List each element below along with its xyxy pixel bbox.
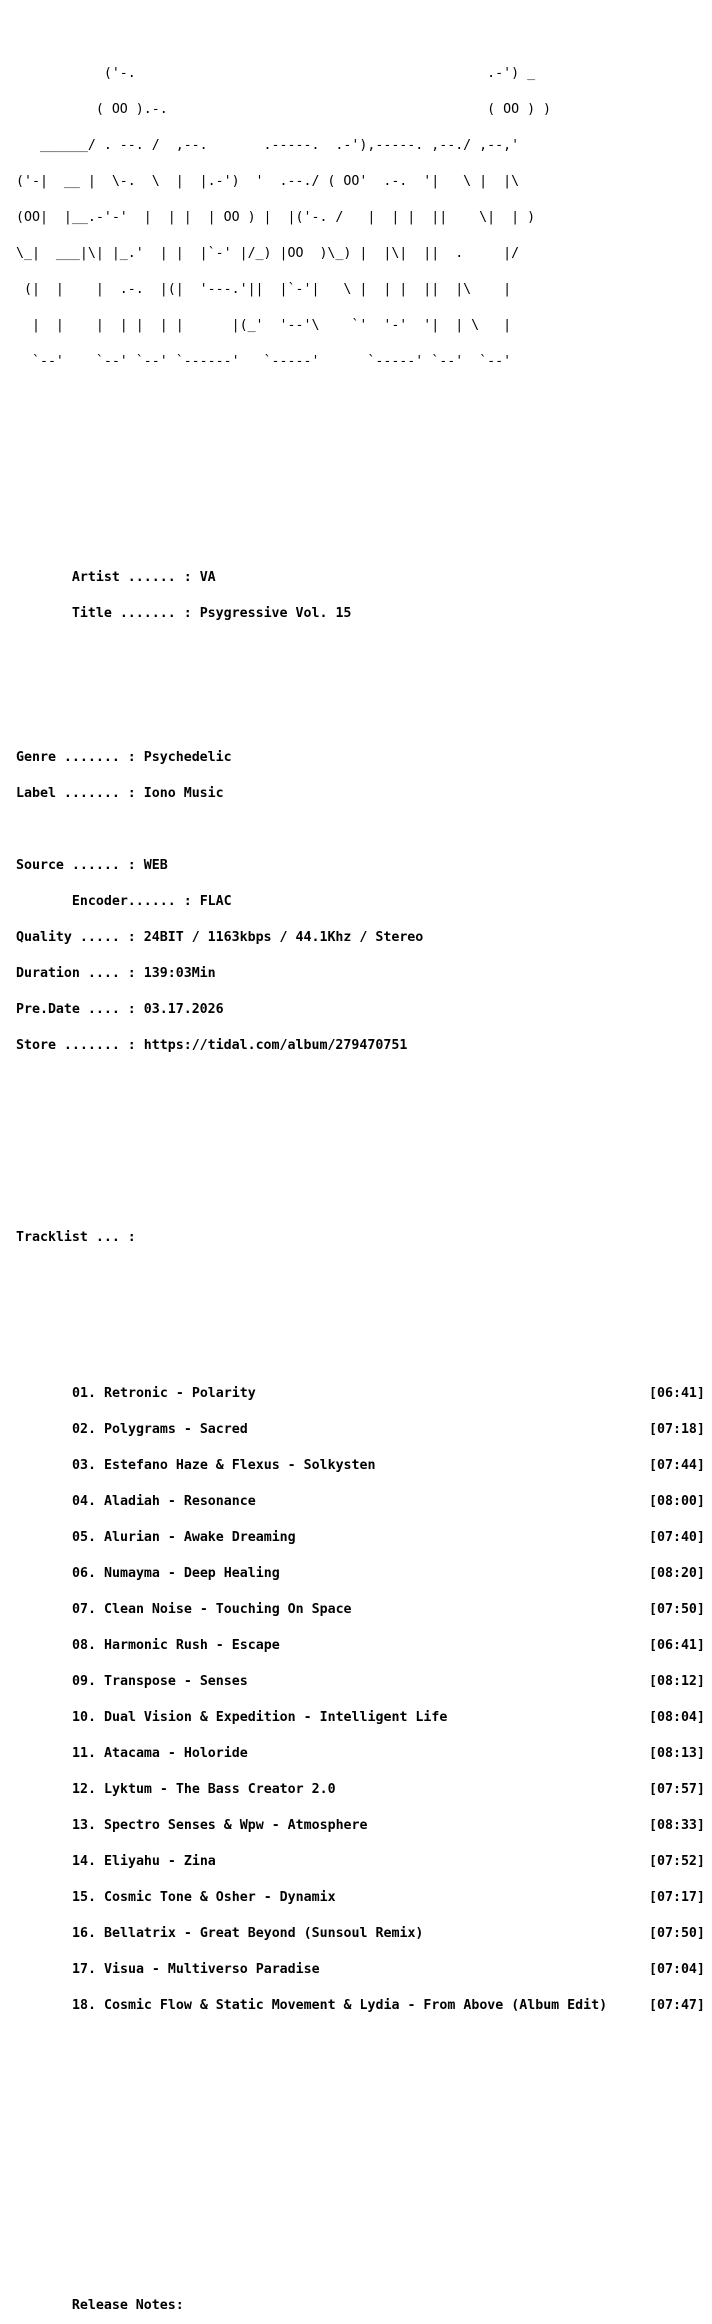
track-row [16, 1602, 705, 1617]
encoder-value: FLAC [199, 894, 232, 909]
artist-value: VA [199, 570, 216, 585]
logo-line: \_| ___|\| |_.' | | |`-' |/_) |OO )\_) | |\| || . |/ [16, 246, 520, 261]
track-row [16, 1566, 705, 1581]
release-header [16, 548, 551, 644]
tracklist [16, 1364, 705, 2036]
track-number: 13. [72, 1818, 96, 1833]
duration-row [16, 968, 551, 980]
track-title: Retronic - Polarity [104, 1386, 256, 1401]
track-duration: [08:13] [649, 1746, 705, 1761]
track-duration: [08:04] [649, 1710, 705, 1725]
predate-row [16, 1004, 551, 1016]
track-number: 15. [72, 1890, 96, 1905]
track-title: Lyktum - The Bass Creator 2.0 [104, 1782, 336, 1797]
track-duration: [07:50] [649, 1602, 705, 1617]
duration-value: 139:03Min [143, 966, 216, 981]
track-duration: [07:57] [649, 1782, 705, 1797]
track-row [16, 1674, 705, 1689]
logo-line: ('-. .-') _ [16, 66, 536, 81]
track-number: 10. [72, 1710, 96, 1725]
title-row [16, 608, 551, 620]
ascii-logo [16, 44, 551, 392]
predate-value: 03.17.2026 [143, 1002, 224, 1017]
track-number: 16. [72, 1926, 96, 1941]
track-number: 14. [72, 1854, 96, 1869]
title-value: Psygressive Vol. 15 [199, 606, 352, 621]
track-number: 11. [72, 1746, 96, 1761]
quality-value: 24BIT / 1163kbps / 44.1Khz / Stereo [143, 930, 424, 945]
track-row [16, 1926, 705, 1941]
logo-line: (| | | .-. |(| '---.'|| |`-'| \ | | | || |\ | [16, 282, 512, 297]
track-title: Polygrams - Sacred [104, 1422, 248, 1437]
encoder-row [16, 896, 551, 908]
encoder-label: Encoder...... : [71, 894, 192, 909]
release-notes-heading [16, 2300, 551, 2312]
track-row [16, 1818, 705, 1833]
logo-line: | | | | | | | |(_' '--'\ `' '-' '| | \ | [16, 318, 512, 333]
label-row [16, 788, 551, 800]
track-number: 01. [72, 1386, 96, 1401]
track-title: Visua - Multiverso Paradise [104, 1962, 320, 1977]
track-duration: [07:18] [649, 1422, 705, 1437]
artist-row [16, 572, 551, 584]
predate-label: Pre.Date .... : [16, 1002, 136, 1017]
track-duration: [07:52] [649, 1854, 705, 1869]
track-row [16, 1638, 705, 1653]
artist-label: Artist ...... : [71, 570, 192, 585]
track-number: 02. [72, 1422, 96, 1437]
track-duration: [08:33] [649, 1818, 705, 1833]
track-duration: [07:47] [649, 1998, 705, 2013]
title-label: Title ....... : [71, 606, 192, 621]
logo-line: ('-| __ | \-. \ | |.-') ' .--./ ( OO' .-. '| \ | |\ [16, 174, 520, 189]
track-title: Cosmic Flow & Static Movement & Lydia - From Above (Album Edit) [104, 1998, 608, 2013]
store-link[interactable]: https://tidal.com/album/279470751 [143, 1038, 408, 1053]
track-row [16, 1890, 705, 1905]
track-row [16, 1386, 705, 1401]
track-title: Estefano Haze & Flexus - Solkysten [104, 1458, 376, 1473]
duration-label: Duration .... : [16, 966, 136, 981]
logo-line: ( OO ).-. ( OO ) ) [16, 102, 552, 117]
track-duration: [07:17] [649, 1890, 705, 1905]
logo-line: ______/ . --. / ,--. .-----. .-'),-----. ,--./ ,--,' [16, 138, 520, 153]
track-duration: [08:12] [649, 1674, 705, 1689]
track-number: 06. [72, 1566, 96, 1581]
track-row [16, 1998, 705, 2013]
track-title: Atacama - Holoride [104, 1746, 248, 1761]
logo-line: (OO| |__.-'-' | | | | OO ) | |('-. / | | | || \| | ) [16, 210, 536, 225]
label-label: Label ....... : [16, 786, 136, 801]
track-number: 12. [72, 1782, 96, 1797]
track-title: Aladiah - Resonance [104, 1494, 256, 1509]
track-title: Cosmic Tone & Osher - Dynamix [104, 1890, 336, 1905]
store-label: Store ....... : [16, 1038, 136, 1053]
track-duration: [07:44] [649, 1458, 705, 1473]
track-row [16, 1746, 705, 1761]
quality-label: Quality ..... : [16, 930, 136, 945]
track-duration: [07:40] [649, 1530, 705, 1545]
label-value: Iono Music [143, 786, 224, 801]
track-number: 17. [72, 1962, 96, 1977]
genre-value: Psychedelic [143, 750, 232, 765]
track-duration: [07:50] [649, 1926, 705, 1941]
track-title: Numayma - Deep Healing [104, 1566, 280, 1581]
track-number: 07. [72, 1602, 96, 1617]
track-title: Eliyahu - Zina [104, 1854, 216, 1869]
quality-row [16, 932, 551, 944]
track-title: Clean Noise - Touching On Space [104, 1602, 352, 1617]
store-row [16, 1040, 551, 1052]
track-row [16, 1782, 705, 1797]
track-duration: [06:41] [649, 1386, 705, 1401]
track-title: Dual Vision & Expedition - Intelligent Life [104, 1710, 448, 1725]
release-info [16, 728, 551, 1076]
source-label: Source ...... : [16, 858, 136, 873]
track-row [16, 1710, 705, 1725]
track-number: 05. [72, 1530, 96, 1545]
track-row [16, 1494, 705, 1509]
tracklist-heading: Tracklist ... : [16, 1230, 136, 1245]
track-title: Transpose - Senses [104, 1674, 248, 1689]
track-duration: [08:00] [649, 1494, 705, 1509]
track-number: 18. [72, 1998, 96, 2013]
track-number: 08. [72, 1638, 96, 1653]
track-number: 03. [72, 1458, 96, 1473]
track-title: Spectro Senses & Wpw - Atmosphere [104, 1818, 368, 1833]
track-row [16, 1962, 705, 1977]
release-notes-label: Release Notes: [71, 2298, 184, 2313]
genre-row [16, 752, 551, 764]
track-row [16, 1530, 705, 1545]
track-row [16, 1458, 705, 1473]
source-row [16, 860, 551, 872]
track-title: Bellatrix - Great Beyond (Sunsoul Remix) [104, 1926, 424, 1941]
genre-label: Genre ....... : [16, 750, 136, 765]
logo-line: `--' `--' `--' `------' `-----' `-----' `--' `--' [16, 354, 512, 369]
track-number: 04. [72, 1494, 96, 1509]
track-number: 09. [72, 1674, 96, 1689]
source-value: WEB [143, 858, 168, 873]
track-title: Alurian - Awake Dreaming [104, 1530, 296, 1545]
track-row [16, 1422, 705, 1437]
track-duration: [08:20] [649, 1566, 705, 1581]
track-row [16, 1854, 705, 1869]
track-duration: [06:41] [649, 1638, 705, 1653]
track-title: Harmonic Rush - Escape [104, 1638, 280, 1653]
nfo-document [16, 20, 705, 2324]
track-duration: [07:04] [649, 1962, 705, 1977]
